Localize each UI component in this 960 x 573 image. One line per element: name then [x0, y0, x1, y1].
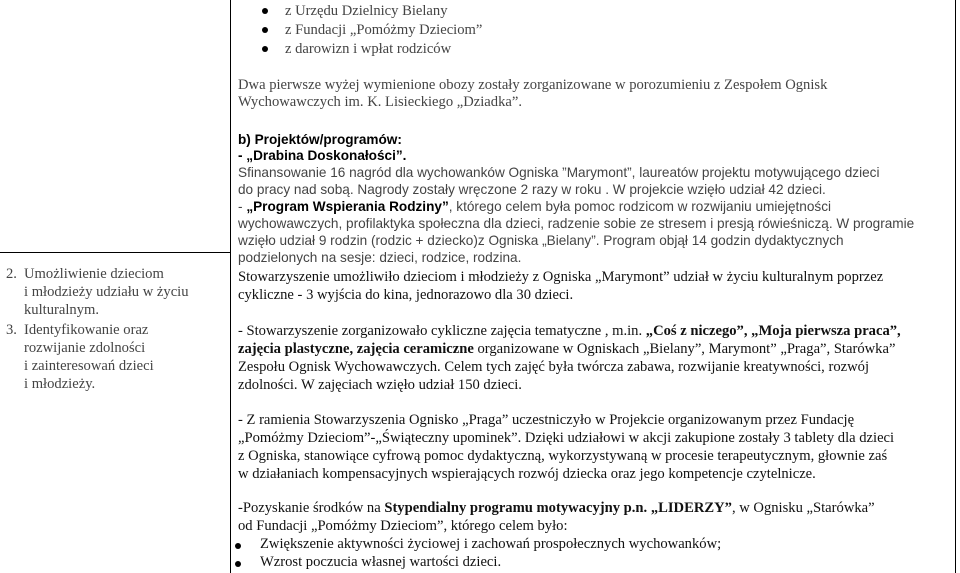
- classes-line1: [238, 323, 901, 340]
- bullet-icon: [235, 561, 241, 567]
- projects-heading: b) Projektów/programów:: [238, 132, 402, 147]
- objective-3-line2: rozwijanie zdolności: [24, 340, 146, 356]
- objective-2-line3: kulturalnym.: [24, 302, 99, 318]
- culture-line2: cykliczne - 3 wyjścia do kina, jednorazowo dla 30 dzieci.: [238, 287, 574, 303]
- classes-line4: zdolności. W zajęciach wzięło udział 150 dzieci.: [238, 377, 522, 393]
- classes-intro: - Stowarzyszenie zorganizowało cykliczne zajęcia tematyczne , m.in.: [238, 323, 646, 339]
- praga-line2: „Pomóżmy Dzieciom”-„Świąteczny upominek”. Dzięki udziałowi w akcji zakupione zostały 3 tablety dla dzieci: [238, 430, 895, 446]
- objective-2-line1: Umożliwienie dzieciom: [24, 266, 164, 282]
- culture-line1: Stowarzyszenie umożliwiło dzieciom i młodzieży z Ogniska „Marymont” udział w życiu kulturalnym poprzez: [238, 269, 884, 285]
- pwr-title: „Program Wspierania Rodziny”: [246, 199, 449, 214]
- objective-3-line3: i zainteresowań dzieci: [24, 358, 154, 374]
- pwr-rest: , którego celem była pomoc rodzicom w rozwijaniu umiejętności: [448, 199, 832, 214]
- camps-note-line2: Wychowawczych im. K. Lisieckiego „Dziadka”.: [238, 94, 522, 110]
- camps-note-line1: Dwa pierwsze wyżej wymienione obozy zostały zorganizowane w porozumieniu z Zespołem Ognisk: [238, 77, 828, 93]
- item-number-2: 2.: [6, 266, 17, 282]
- pwr-line3: wzięło udział 9 rodzin (rodzic + dziecko)z Ogniska „Bielany”. Program objął 14 godzin dydaktycznych: [238, 233, 844, 248]
- liderzy-goal-1: Zwiększenie aktywności życiowej i zachowań prospołecznych wychowanków;: [260, 536, 722, 552]
- classes-types: zajęcia plastyczne, zajęcia ceramiczne: [238, 341, 474, 357]
- objective-3-line1: Identyfikowanie oraz: [24, 322, 149, 338]
- liderzy-line2: od Fundacji „Pomóżmy Dzieciom”, którego celem było:: [238, 518, 568, 534]
- praga-line1: - Z ramienia Stowarzyszenia Ognisko „Praga” uczestniczyło w Projekcie organizowanym przez Fundację: [238, 412, 855, 428]
- bullet-icon: [262, 8, 268, 14]
- liderzy-program: Stypendialny programu motywacyjny p.n. „LIDERZY”: [384, 500, 732, 516]
- liderzy-goal-2: Wzrost poczucia własnej wartości dzieci.: [260, 554, 502, 570]
- pwr-prefix: -: [238, 199, 247, 214]
- column-divider-right: [955, 0, 956, 573]
- classes-line2: [238, 341, 895, 358]
- item-number-3: 3.: [6, 322, 17, 338]
- objective-3-line4: i młodzieży.: [24, 376, 96, 392]
- pwr-line2: wychowawczych, profilaktyka społeczna dla dzieci, radzenie sobie ze stresem i presją rówieśniczą. W programie: [238, 216, 915, 231]
- bullet-icon: [235, 543, 241, 549]
- drabina-line2: do pracy nad sobą. Nagrody zostały wręczone 2 razy w roku . W projekcie wzięło udział 42 dzieci.: [238, 182, 826, 197]
- objective-2-line2: i młodzieży udziału w życiu: [24, 284, 189, 300]
- funding-source-2: z Fundacji „Pomóżmy Dzieciom”: [285, 22, 483, 38]
- liderzy-post: , w Ognisku „Starówka”: [731, 500, 875, 516]
- liderzy-pre: -Pozyskanie środków na: [238, 500, 385, 516]
- drabina-line1: Sfinansowanie 16 nagród dla wychowanków Ogniska ”Marymont”, laureatów projektu motywującego dzieci: [238, 165, 880, 180]
- pwr-line4: podzielonych na sesje: dzieci, rodzice, rodzina.: [238, 250, 522, 265]
- praga-line4: w działaniach kompensacyjnych wspierających rozwój dziecka oraz jego kompetencje czytelnicze.: [238, 466, 816, 482]
- bullet-icon: [262, 46, 268, 52]
- drabina-title: - „Drabina Doskonałości”.: [238, 148, 407, 163]
- liderzy-line1: [238, 500, 875, 517]
- row-divider: [0, 252, 230, 253]
- column-divider-left: [230, 0, 231, 573]
- classes-titles: „Coś z niczego”, „Moja pierwsza praca”,: [645, 323, 901, 339]
- funding-source-1: z Urzędu Dzielnicy Bielany: [285, 3, 448, 19]
- classes-line3: Zespołu Ognisk Wychowawczych. Celem tych zajęć była twórcza zabawa, rozwijanie kreatywności, rozwój: [238, 359, 870, 375]
- pwr-line1: [238, 198, 831, 215]
- funding-source-3: z darowizn i wpłat rodziców: [285, 41, 452, 57]
- praga-line3: z Ogniska, stanowiące cyfrową pomoc dydaktyczną, wykorzystywaną w procesie terapeutycznym, głownie zaś: [238, 448, 888, 464]
- bullet-icon: [262, 27, 268, 33]
- classes-locations: organizowane w Ogniskach „Bielany”, Marymont” „Praga”, Starówka”: [473, 341, 896, 357]
